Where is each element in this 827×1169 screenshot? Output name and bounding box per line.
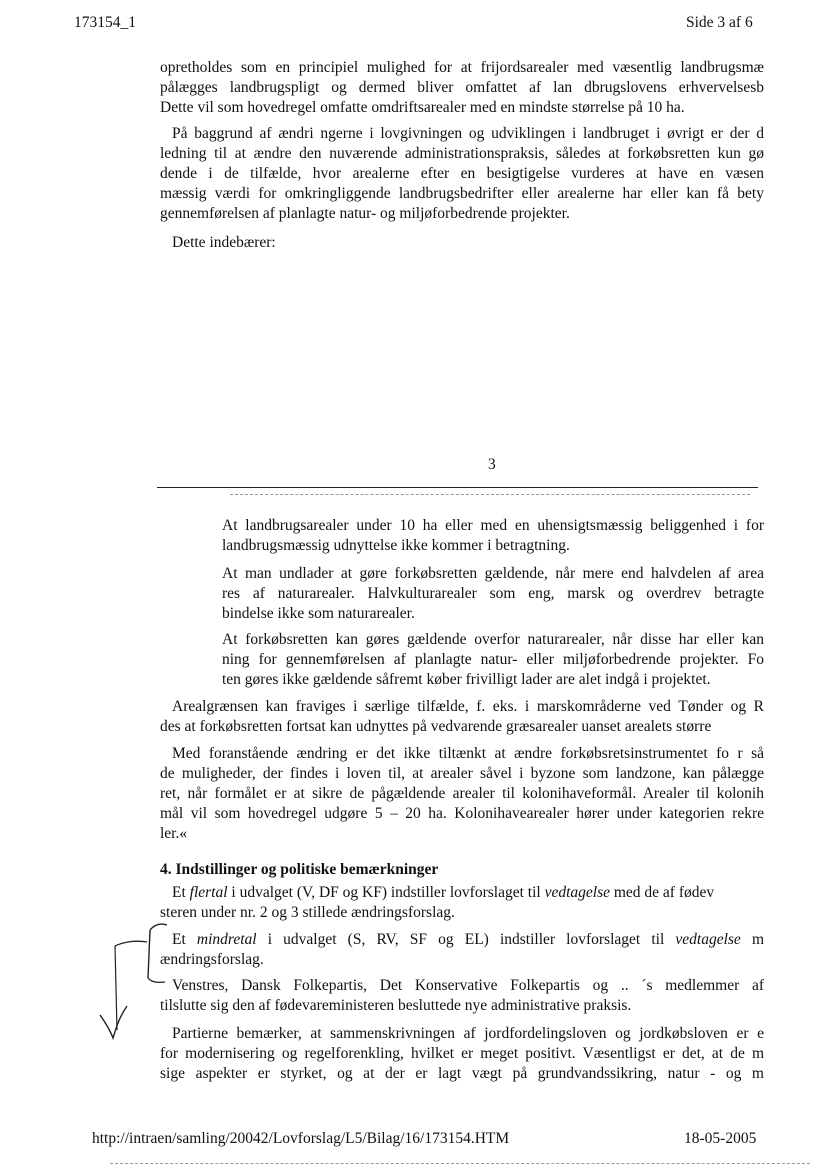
scan-artifact bbox=[110, 1163, 810, 1164]
text-line: At man undlader at gøre forkøbsretten gældende, når mere end halvdelen af area bbox=[222, 565, 764, 582]
page-label: Side 3 af 6 bbox=[686, 14, 753, 31]
footer-date: 18-05-2005 bbox=[684, 1130, 757, 1147]
document-id: 173154_1 bbox=[74, 14, 136, 31]
text-line: ændringsforslag. bbox=[160, 951, 264, 968]
text-line: ret, når formålet er at sikre de pågældende arealer til kolonihaveformål. Arealer til kolonih bbox=[160, 785, 764, 802]
text-line: At forkøbsretten kan gøres gældende overfor naturarealer, når disse har eller kan bbox=[222, 631, 764, 648]
text-line: for modernisering og regelforenkling, hvilket er meget positivt. Væsentligst er det, at de m bbox=[160, 1045, 764, 1062]
text-line: Venstres, Dansk Folkepartis, Det Konservative Folkepartis og .. ´s medlemmer af bbox=[172, 977, 764, 994]
page-number: 3 bbox=[488, 456, 496, 473]
section-heading: 4. Indstillinger og politiske bemærkninger bbox=[160, 861, 439, 878]
text-line: Dette indebærer: bbox=[172, 234, 276, 251]
text-line: steren under nr. 2 og 3 stillede ændringsforslag. bbox=[160, 904, 455, 921]
text-line: Dette vil som hovedregel omfatte omdriftsarealer med en mindste størrelse på 10 ha. bbox=[160, 99, 685, 116]
text-line: mæssig værdi for omkringliggende landbrugsbedrifter eller arealerne har eller kan få bety bbox=[160, 185, 764, 202]
text-line: Med foranstående ændring er det ikke tiltænkt at ændre forkøbsretsinstrumentet fo r så bbox=[172, 745, 764, 762]
text-line: ler.« bbox=[160, 825, 188, 842]
scan-artifact bbox=[230, 494, 750, 495]
text-line: Partierne bemærker, at sammenskrivningen af jordfordelingsloven og jordkøbsloven er e bbox=[172, 1025, 764, 1042]
text-line: pålægges landbrugspligt og dermed bliver omfattet af lan dbrugslovens erhvervelsesb bbox=[160, 79, 764, 96]
text-line: de muligheder, der findes i loven til, at arealer såvel i byzone som landzone, kan pålægge bbox=[160, 765, 764, 782]
text-line: tilslutte sig den af fødevareministeren besluttede nye administrative praksis. bbox=[160, 997, 632, 1014]
text-line: På baggrund af ændri ngerne i lovgivningen og udviklingen i landbruget i øvrigt er der d bbox=[172, 125, 764, 142]
text-line: Arealgrænsen kan fraviges i særlige tilfælde, f. eks. i marskområderne ved Tønder og R bbox=[172, 698, 764, 715]
flertal-line-1: Et flertal i udvalget (V, DF og KF) indstiller lovforslaget til vedtagelse med de af fødev bbox=[172, 884, 715, 901]
text-line: At landbrugsarealer under 10 ha eller med en uhensigtsmæssig beliggenhed i for bbox=[222, 517, 764, 534]
text-line: dende i de tilfælde, hvor arealerne efter en besigtigelse vurderes at have en væsen bbox=[160, 165, 764, 182]
text-line: gennemførelsen af planlagte natur- og miljøforbedrende projekter. bbox=[160, 205, 570, 222]
footer-url: http://intraen/samling/20042/Lovforslag/L5/Bilag/16/173154.HTM bbox=[92, 1130, 510, 1147]
text-line: landbrugsmæssig udnyttelse ikke kommer i betragtning. bbox=[222, 537, 570, 554]
divider bbox=[157, 487, 758, 488]
text-line: bindelse ikke som naturarealer. bbox=[222, 605, 415, 622]
text-line: opretholdes som en principiel mulighed for at frijordsarealer med væsentlig landbrugsmæ bbox=[160, 59, 764, 76]
text-line: mål vil som hovedregel udgøre 5 – 20 ha. Kolonihavearealer hører under kategorien rekre bbox=[160, 805, 764, 822]
text-line: ten gøres ikke gældende såfremt køber frivilligt lader are alet indgå i projektet. bbox=[222, 671, 711, 688]
text-line: ning for gennemførelsen af planlagte natur- eller miljøforbedrende projekter. Fo bbox=[222, 651, 764, 668]
text-line: des at forkøbsretten fortsat kan udnyttes på vedvarende græsarealer uanset arealets større bbox=[160, 718, 712, 735]
text-line: sige aspekter er styrket, og at der er lagt vægt på grundvandssikring, natur - og m bbox=[160, 1065, 764, 1082]
mindretal-line-1: Et mindretal i udvalget (S, RV, SF og EL) indstiller lovforslaget til vedtagelse m bbox=[172, 931, 764, 948]
handwritten-bracket-mark bbox=[95, 920, 185, 1050]
text-line: ledning til at ændre den nuværende administrationspraksis, således at forkøbsretten kun gø bbox=[160, 145, 764, 162]
text-line: res af naturarealer. Halvkulturarealer som eng, marsk og overdrev betragte bbox=[222, 585, 764, 602]
